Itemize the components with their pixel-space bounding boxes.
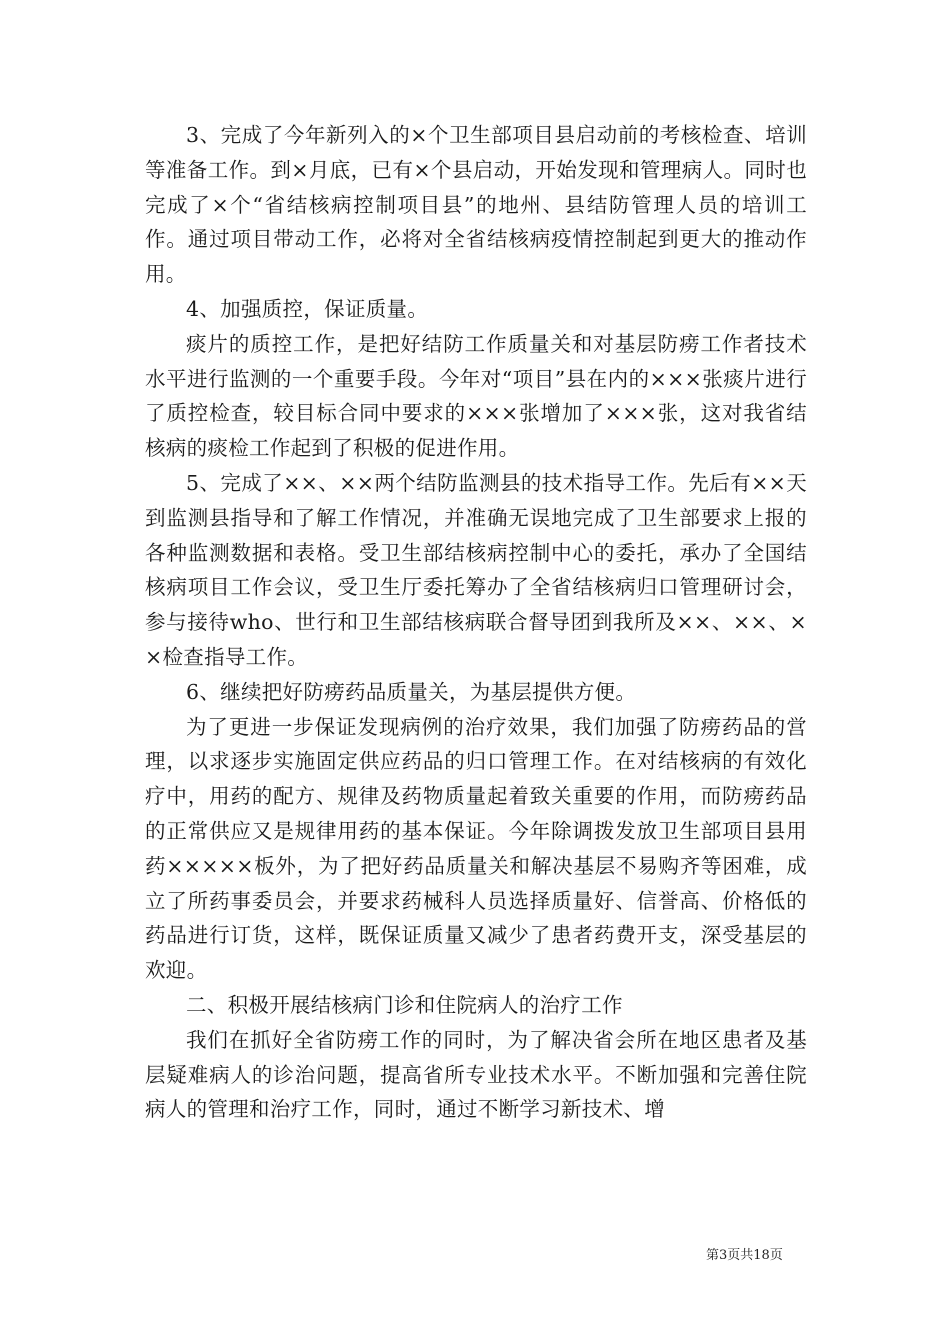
page-number-footer: 第3页共18页 [706, 1248, 783, 1263]
paragraph-item4-heading: 4、加强质控，保证质量。 [186, 296, 429, 321]
paragraph-item5-monitoring-counties: 5、完成了××、××两个结防监测县的技术指导工作。先后有××天到监测县指导和了解工作情况，并准确无误地完成了卫生部要求上报的各种监测数据和表格。受卫生部结核病控制中心的委托，承办了全国结核病项目工作会议，受卫生厅委托筹办了全省结核病归口管理研讨会，参与接待who、世行和卫生部结核病联合督导团到我所及××、××、××检查指导工作。 [145, 470, 807, 669]
paragraph-sputum-quality-control: 痰片的质控工作，是把好结防工作质量关和对基层防痨工作者技术水平进行监测的一个重要手段。今年对“项目”县在内的×××张痰片进行了质控检查，较目标合同中要求的×××张增加了×××张，这对我省结核病的痰检工作起到了积极的促进作用。 [145, 331, 807, 461]
section-heading-treatment: 二、积极开展结核病门诊和住院病人的治疗工作 [186, 992, 623, 1017]
paragraph-item3-project-counties: 3、完成了今年新列入的×个卫生部项目县启动前的考核检查、培训等准备工作。到×月底，已有×个县启动，开始发现和管理病人。同时也完成了×个“省结核病控制项目县”的地州、县结防管理人员的培训工作。通过项目带动工作，必将对全省结核病疫情控制起到更大的推动作用。 [145, 123, 807, 287]
paragraph-treatment-work: 我们在抓好全省防痨工作的同时，为了解决省会所在地区患者及基层疑难病人的诊治问题，提高省所专业技术水平。不断加强和完善住院病人的管理和治疗工作，同时，通过不断学习新技术、增 [145, 1027, 807, 1122]
paragraph-item6-heading: 6、继续把好防痨药品质量关，为基层提供方便。 [186, 679, 637, 704]
document-body [145, 118, 807, 1127]
paragraph-drug-management: 为了更进一步保证发现病例的治疗效果，我们加强了防痨药品的営理，以求逐步实施固定供应药品的归口管理工作。在对结核病的有效化疗中，用药的配方、规律及药物质量起着致关重要的作用，而防痨药品的正常供应又是规律用药的基本保证。今年除调拨发放卫生部项目县用药×××××板外，为了把好药品质量关和解决基层不易购齐等困难，成立了所药事委员会，并要求药械科人员选择质量好、信誉高、价格低的药品进行订货，这样，既保证质量又减少了患者药费开支，深受基层的欢迎。 [145, 714, 807, 983]
